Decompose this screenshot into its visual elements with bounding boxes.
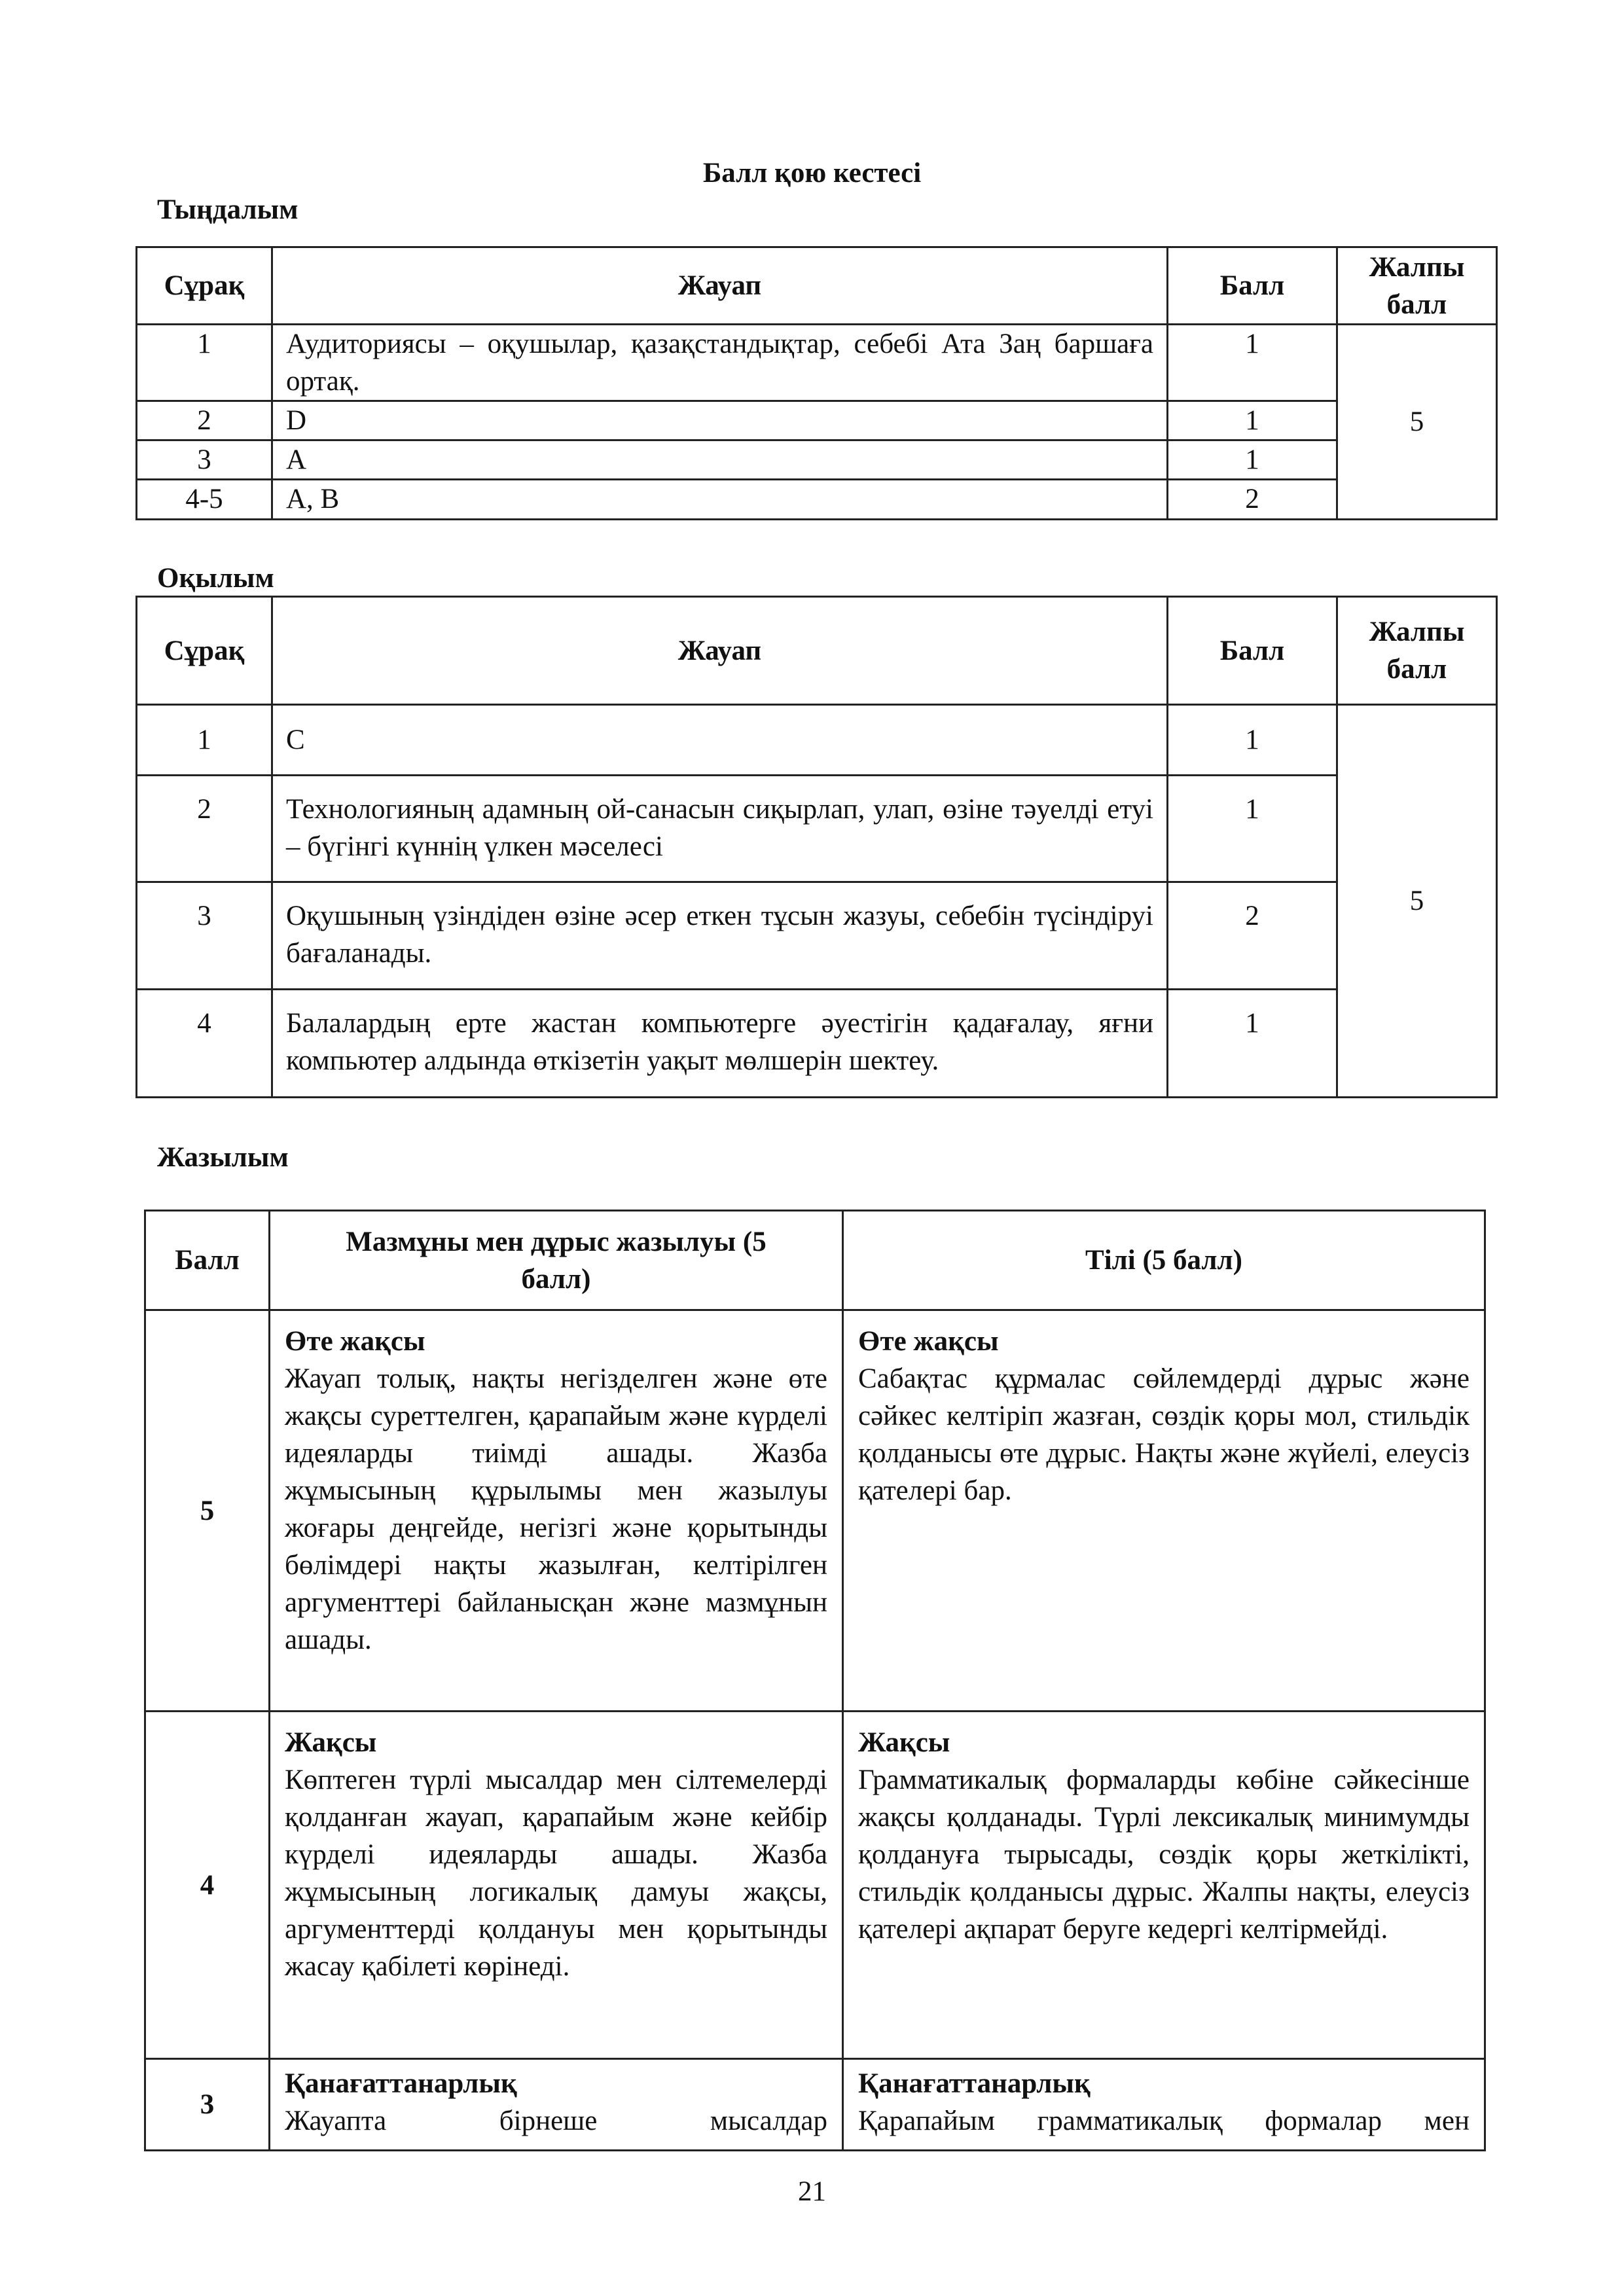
language-level-title: Өте жақсы (858, 1326, 999, 1357)
table-row (145, 1712, 1485, 2059)
question-number: 2 (137, 776, 272, 882)
content-cell (270, 1310, 843, 1712)
score-level: 4 (145, 1712, 270, 2059)
score-level: 3 (145, 2059, 270, 2151)
question-number: 1 (137, 705, 272, 776)
writing-table (144, 1210, 1486, 2151)
section-heading-listening: Тыңдалым (157, 194, 298, 225)
col-header-answer: Жауап (272, 597, 1168, 705)
score-level: 5 (145, 1310, 270, 1712)
score-value: 1 (1168, 401, 1337, 440)
score-value: 1 (1168, 440, 1337, 480)
col-header-content: Мазмұны мен дұрыс жазылуы (5 балл) (270, 1211, 843, 1310)
col-header-question: Сұрақ (137, 247, 272, 325)
language-cell (843, 1712, 1485, 2059)
answer-text: A (272, 440, 1168, 480)
answer-text: D (272, 401, 1168, 440)
question-number: 4-5 (137, 480, 272, 520)
question-number: 3 (137, 440, 272, 480)
score-value: 2 (1168, 882, 1337, 990)
table-row (137, 401, 1497, 440)
score-value: 1 (1168, 990, 1337, 1098)
content-level-title: Қанағаттанарлық (285, 2068, 517, 2099)
table-row (137, 480, 1497, 520)
page-title: Балл қою кестесі (702, 158, 922, 188)
col-header-score: Балл (145, 1211, 270, 1310)
question-number: 1 (137, 325, 272, 401)
question-number: 3 (137, 882, 272, 990)
col-header-score: Балл (1168, 597, 1337, 705)
section-heading-writing: Жазылым (157, 1142, 289, 1173)
section-heading-reading: Оқылым (157, 563, 274, 594)
table-row (137, 990, 1497, 1098)
content-description: Жауап толық, нақты негізделген және өте жақсы суреттелген, қарапайым және күрделі идеяларды тиімді ашады. Жазба жұмысының құрылымы мен жазылуы жоғары деңгейде, негізгі және қорытынды бөлімдері нақты жазылған, келтірілген аргументтері байланысқан және мазмұнын ашады. (285, 1363, 827, 1655)
table-row (145, 1310, 1485, 1712)
question-number: 2 (137, 401, 272, 440)
score-value: 1 (1168, 776, 1337, 882)
content-description: Көптеген түрлі мысалдар мен сілтемелерді қолданған жауап, қарапайым және кейбір күрделі идеяларды ашады. Жазба жұмысының логикалық дамуы жақсы, аргументтерді қолдануы мен қорытынды жасау қабілеті көрінеді. (285, 1765, 827, 1982)
language-cell (843, 1310, 1485, 1712)
page-number: 21 (798, 2176, 826, 2207)
language-level-title: Жақсы (858, 1727, 950, 1758)
language-level-title: Қанағаттанарлық (858, 2068, 1091, 2099)
score-value: 1 (1168, 325, 1337, 401)
table-row (137, 882, 1497, 990)
table-row (137, 776, 1497, 882)
language-cell (843, 2059, 1485, 2151)
answer-text: Балалардың ерте жастан компьютерге әуестігін қадағалау, яғни компьютер алдында өткізетін уақыт мөлшерін шектеу. (272, 990, 1168, 1098)
col-header-total: Жалпы балл (1337, 247, 1497, 325)
content-cell (270, 2059, 843, 2151)
table-row (137, 440, 1497, 480)
content-cell (270, 1712, 843, 2059)
table-row (137, 325, 1497, 401)
language-description: Грамматикалық формаларды көбіне сәйкесінше жақсы қолданады. Түрлі лексикалық минимумды қолдануға тырысады, сөздік қоры жеткілікті, стильдік қолданысы дұрыс. Жалпы нақты, елеусіз қателері ақпарат беруге кедергі келтірмейді. (858, 1765, 1470, 1945)
table-row (137, 705, 1497, 776)
listening-table (135, 246, 1498, 520)
reading-table (135, 596, 1498, 1098)
col-header-answer: Жауап (272, 247, 1168, 325)
question-number: 4 (137, 990, 272, 1098)
answer-text: C (272, 705, 1168, 776)
total-score: 5 (1337, 705, 1497, 1098)
answer-text: Оқушының үзіндіден өзіне әсер еткен тұсын жазуы, себебін түсіндіруі бағаланады. (272, 882, 1168, 990)
col-header-total: Жалпы балл (1337, 597, 1497, 705)
answer-text: A, B (272, 480, 1168, 520)
col-header-language: Тілі (5 балл) (843, 1211, 1485, 1310)
col-header-score: Балл (1168, 247, 1337, 325)
answer-text: Технологияның адамның ой-санасын сиқырлап, улап, өзіне тәуелді етуі – бүгінгі күннің үлкен мәселесі (272, 776, 1168, 882)
language-description: Қарапайым грамматикалық формалар мен (858, 2106, 1470, 2136)
total-score: 5 (1337, 325, 1497, 520)
content-level-title: Жақсы (285, 1727, 377, 1758)
score-value: 2 (1168, 480, 1337, 520)
score-value: 1 (1168, 705, 1337, 776)
answer-text: Аудиториясы – оқушылар, қазақстандықтар, себебі Ата Заң баршаға ортақ. (272, 325, 1168, 401)
col-header-question: Сұрақ (137, 597, 272, 705)
table-row (145, 2059, 1485, 2151)
content-description: Жауапта бірнеше мысалдар (285, 2106, 827, 2136)
language-description: Сабақтас құрмалас сөйлемдерді дұрыс және сәйкес келтіріп жазған, сөздік қоры мол, стильдік қолданысы өте дұрыс. Нақты және жүйелі, елеусіз қателері бар. (858, 1363, 1470, 1506)
content-level-title: Өте жақсы (285, 1326, 425, 1357)
